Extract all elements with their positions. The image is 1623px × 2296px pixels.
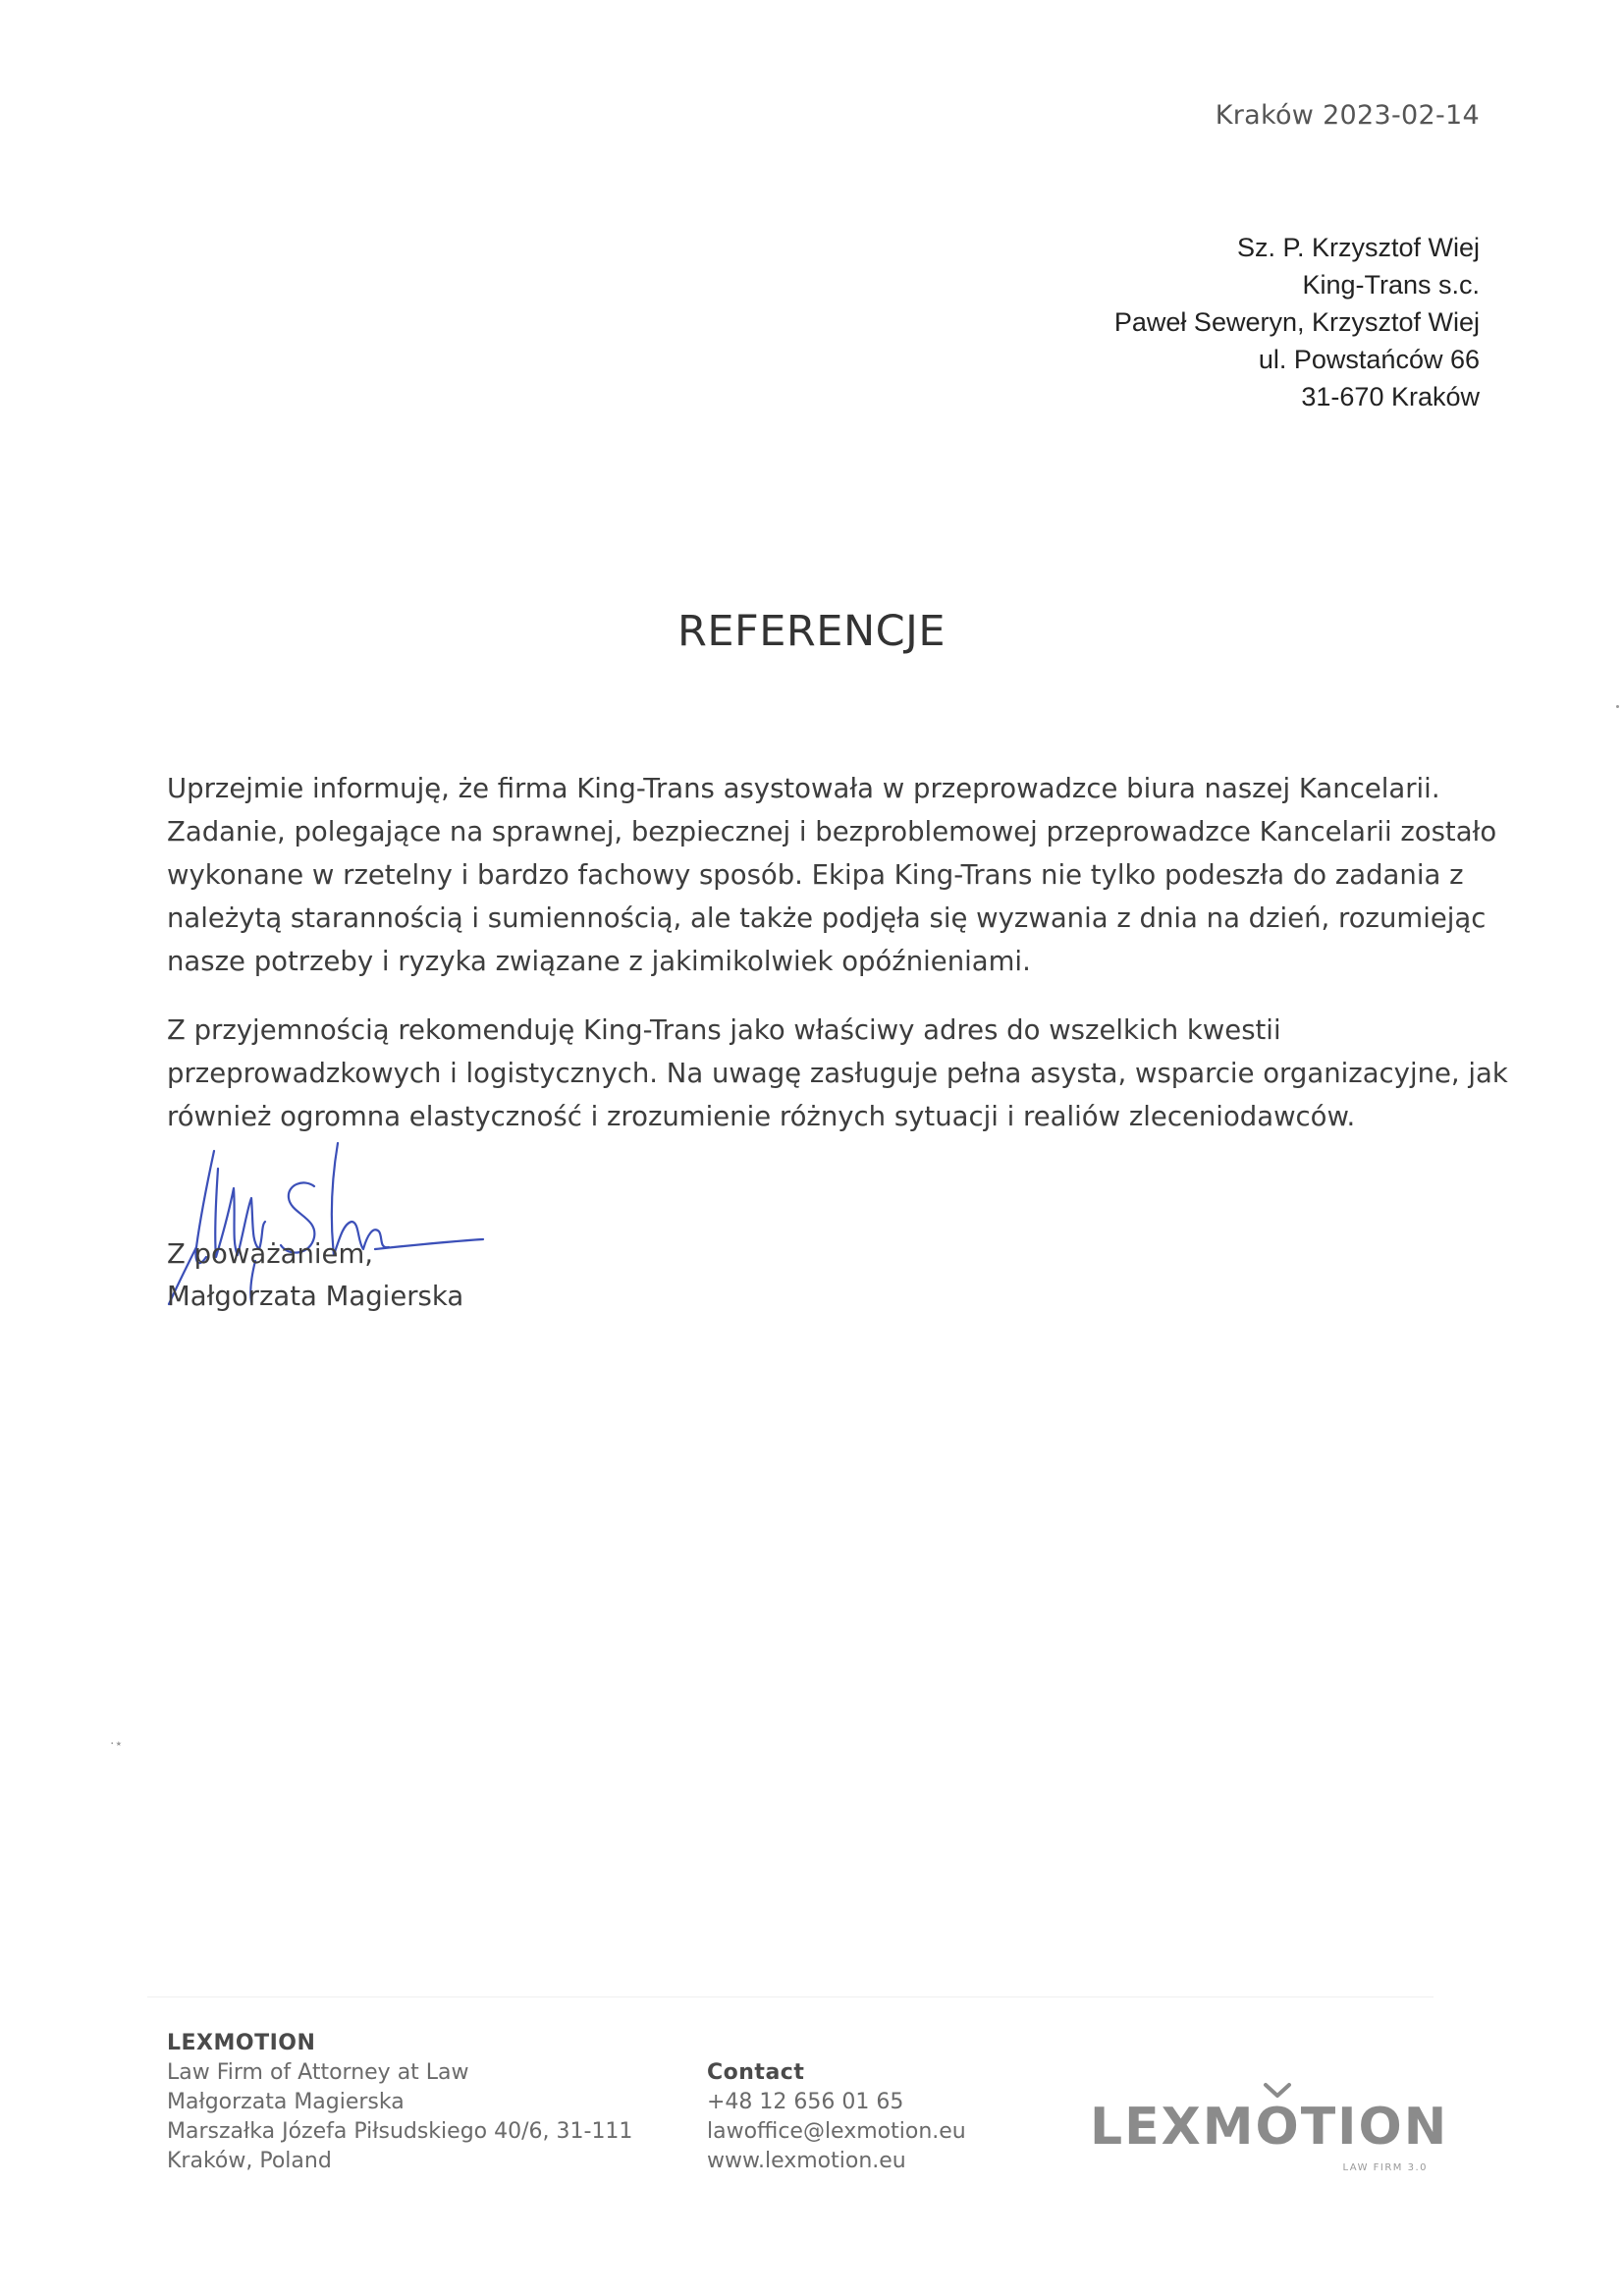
recipient-line: 31-670 Kraków xyxy=(1301,382,1480,411)
footer-company-line: Marszałka Józefa Piłsudskiego 40/6, 31-111 xyxy=(167,2119,633,2144)
scan-speck xyxy=(1616,705,1619,708)
footer-email: lawoffice@lexmotion.eu xyxy=(707,2119,966,2144)
letter-body xyxy=(167,767,1512,1164)
footer-company-line: Kraków, Poland xyxy=(167,2149,332,2173)
letter-date: Kraków 2023-02-14 xyxy=(1215,100,1480,131)
scan-speck: ⋅⋆ xyxy=(110,1736,124,1752)
closing-phrase: Z poważaniem, xyxy=(167,1238,374,1270)
logo-wordmark: LEXMOTION xyxy=(1090,2098,1449,2157)
signer-name: Małgorzata Magierska xyxy=(167,1281,464,1312)
recipient-line: ul. Powstańców 66 xyxy=(1258,345,1480,374)
footer-company-name: LEXMOTION xyxy=(167,2031,316,2055)
recipient-line: King-Trans s.c. xyxy=(1302,270,1480,300)
body-paragraph: Uprzejmie informuję, że firma King-Trans asystowała w przeprowadzce biura naszej Kancelarii. Zadanie, polegające na sprawnej, bezpiecznej i bezproblemowej przeprowadzce Kancelarii zostało wykonane w rzetelny i bardzo fachowy sposób. Ekipa King-Trans nie tylko podeszła do zadania z należytą starannością i sumiennością, ale także podjęła się wyzwania z dnia na dzień, rozumiejąc nasze potrzeby i ryzyka związane z jakimikolwiek opóźnieniami. xyxy=(167,773,1497,977)
recipient-line: Paweł Seweryn, Krzysztof Wiej xyxy=(1113,307,1480,337)
letter-title: REFERENCJE xyxy=(676,607,947,656)
footer-divider xyxy=(147,1996,1434,1997)
logo-tagline: LAW FIRM 3.0 xyxy=(1342,2162,1428,2173)
recipient-address xyxy=(1114,229,1480,415)
recipient-line: Sz. P. Krzysztof Wiej xyxy=(1236,233,1480,262)
footer-contact-heading: Contact xyxy=(707,2060,805,2085)
letter-closing xyxy=(167,1233,463,1318)
body-paragraph: Z przyjemnością rekomenduję King-Trans jako właściwy adres do wszelkich kwestii przeprowadzkowych i logistycznych. Na uwagę zasługuje pełna asysta, wsparcie organizacyjne, jak również ogromna elastyczność i zrozumienie różnych sytuacji i realiów zleceniodawców. xyxy=(167,1014,1508,1132)
footer-website: www.lexmotion.eu xyxy=(707,2149,906,2173)
footer-phone: +48 12 656 01 65 xyxy=(707,2090,904,2114)
footer-contact-block xyxy=(707,2058,966,2176)
footer-company-line: Małgorzata Magierska xyxy=(167,2090,405,2114)
lexmotion-logo xyxy=(1090,2082,1449,2180)
footer-company-line: Law Firm of Attorney at Law xyxy=(167,2060,469,2085)
footer-company-block xyxy=(167,2029,632,2176)
